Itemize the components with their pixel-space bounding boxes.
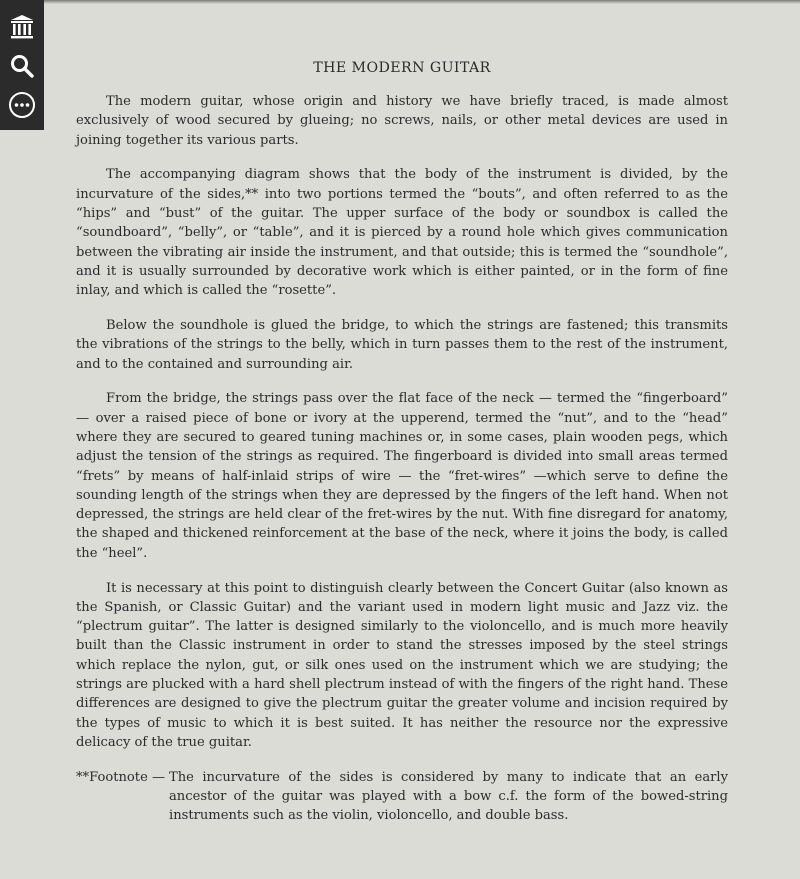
library-icon	[9, 14, 35, 40]
library-button[interactable]	[5, 10, 39, 44]
search-icon	[9, 53, 35, 79]
paragraph: Below the soundhole is glued the bridge, to which the strings are fastened; this transmits the vibrations of the strings to the belly, which in turn passes them to the rest of the instrument, and to the contained and surrounding air.	[76, 317, 728, 372]
more-button[interactable]	[5, 88, 39, 122]
paragraph: It is necessary at this point to distinguish clearly between the Concert Guitar (also known as the Spanish, or Classic Guitar) and the variant used in modern light music and Jazz viz. the “plectrum guitar”. The latter is designed similarly to the violoncello, and is much more heavily built than the Classic instrument in order to stand the stresses imposed by the steel strings which replace the nylon, gut, or silk ones used on the instrument which we are studying; the strings are plucked with a hard shell plectrum instead of with the fingers of the right hand. These differences are designed to give the plectrum guitar the greater volume and incision required by the types of music to which it is best suited. It has neither the resource nor the expressive delicacy of the true guitar.	[76, 580, 728, 750]
footnote-label: **Footnote —	[76, 769, 166, 785]
footnote	[76, 768, 728, 826]
document-body	[76, 60, 728, 826]
footnote-text: The incurvature of the sides is considered by many to indicate that an early ancestor of the guitar was played with a bow c.f. the form of the bowed-string instruments such as the violin, violoncello, and double bass.	[169, 769, 728, 824]
paragraph: From the bridge, the strings pass over the flat face of the neck — termed the “fingerboard” — over a raised piece of bone or ivory at the upperend, termed the “nut”, and to the “head” where they are secured to geared tuning machines or, in some cases, plain wooden pegs, which adjust the tension of the strings as required. The fingerboard is divided into small areas termed “frets” by means of half-inlaid strips of wire — the “fret-wires” —which serve to define the sounding length of the strings when they are depressed by the fingers of the left hand. When not depressed, the strings are held clear of the fret-wires by the nut. With fine disregard for anatomy, the shaped and thickened reinforcement at the base of the neck, where it joins the body, is called the “heel”.	[76, 391, 728, 561]
search-button[interactable]	[5, 49, 39, 83]
more-icon	[8, 91, 36, 119]
page-top-edge	[44, 0, 800, 4]
paragraph: The modern guitar, whose origin and history we have briefly traced, is made almost exclusively of wood secured by glueing; no screws, nails, or other metal devices are used in joining together its various parts.	[76, 94, 728, 148]
page-title: THE MODERN GUITAR	[313, 60, 491, 76]
paragraph: The accompanying diagram shows that the body of the instrument is divided, by the incurvature of the sides,** into two portions termed the “bouts”, and often referred to as the “hips” and “bust” of the guitar. The upper surface of the body or soundbox is called the “soundboard”, “belly”, or “table”, and it is pierced by a round hole which gives communication between the vibrating air inside the instrument, and that outside; this is termed the “soundhole”, and it is usually surrounded by decorative work which is either painted, or in the form of fine inlay, and which is called the “rosette”.	[76, 167, 728, 299]
side-toolbar	[0, 0, 44, 130]
